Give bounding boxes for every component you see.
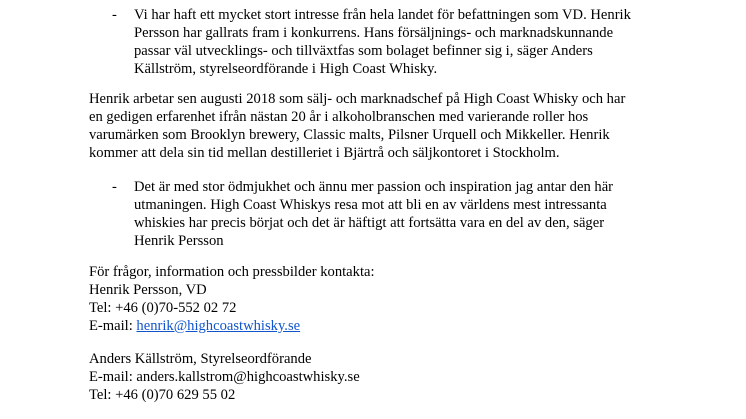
body-paragraph-1	[89, 90, 729, 162]
paragraph-line: kommer att dela sin tid mellan destilleriet i Bjärtrå och säljkontoret i Stockholm.	[89, 145, 560, 161]
quote-1-line: Källström, styrelseordförande i High Coast Whisky.	[134, 61, 438, 77]
quote-1-line: Vi har haft ett mycket stort intresse från hela landet för befattningen som VD. Henrik	[134, 7, 631, 23]
paragraph-line: Henrik arbetar sen augusti 2018 som sälj- och marknadschef på High Coast Whisky och har	[89, 91, 626, 107]
contact-email: E-mail: anders.kallstrom@highcoastwhisky.se	[89, 369, 360, 385]
quote-dash-1: -	[112, 7, 117, 23]
paragraph-line: varumärken som Brooklyn brewery, Classic malts, Pilsner Urquell och Mikkeller. Henrik	[89, 127, 610, 143]
quote-text-1	[134, 6, 714, 78]
quote-2-line: whiskies har precis börjat och det är häftigt att fortsätta vara en del av den, säger	[134, 215, 605, 231]
contact-block-1	[89, 263, 729, 335]
contact-phone: Tel: +46 (0)70 629 55 02	[89, 387, 236, 403]
quote-2-line: utmaningen. High Coast Whiskys resa mot att bli en av världens mest intressanta	[134, 197, 607, 213]
quote-2-line: Henrik Persson	[134, 233, 224, 249]
contact-block-2	[89, 350, 729, 404]
contact-email-line	[89, 317, 729, 335]
contact-intro: För frågor, information och pressbilder kontakta:	[89, 264, 375, 280]
quote-1-line: Persson har gallrats fram i konkurrens. Hans försäljnings- och marknadskunnande	[134, 25, 614, 41]
quote-dash-2: -	[112, 179, 117, 195]
paragraph-line: en gedigen erfarenhet ifrån nästan 20 år i alkoholbranschen med varierande roller hos	[89, 109, 589, 125]
contact-phone: Tel: +46 (0)70-552 02 72	[89, 300, 237, 316]
quote-text-2	[134, 178, 714, 250]
contact-name-title: Henrik Persson, VD	[89, 282, 207, 298]
quote-2-line: Det är med stor ödmjukhet och ännu mer passion och inspiration jag antar den här	[134, 179, 614, 195]
email-link[interactable]: henrik@highcoastwhisky.se	[136, 318, 301, 334]
quote-1-line: passar väl utvecklings- och tillväxtfas som bolaget befinner sig i, säger Anders	[134, 43, 593, 59]
email-label: E-mail:	[89, 318, 137, 334]
contact-name-title: Anders Källström, Styrelseordförande	[89, 351, 312, 367]
